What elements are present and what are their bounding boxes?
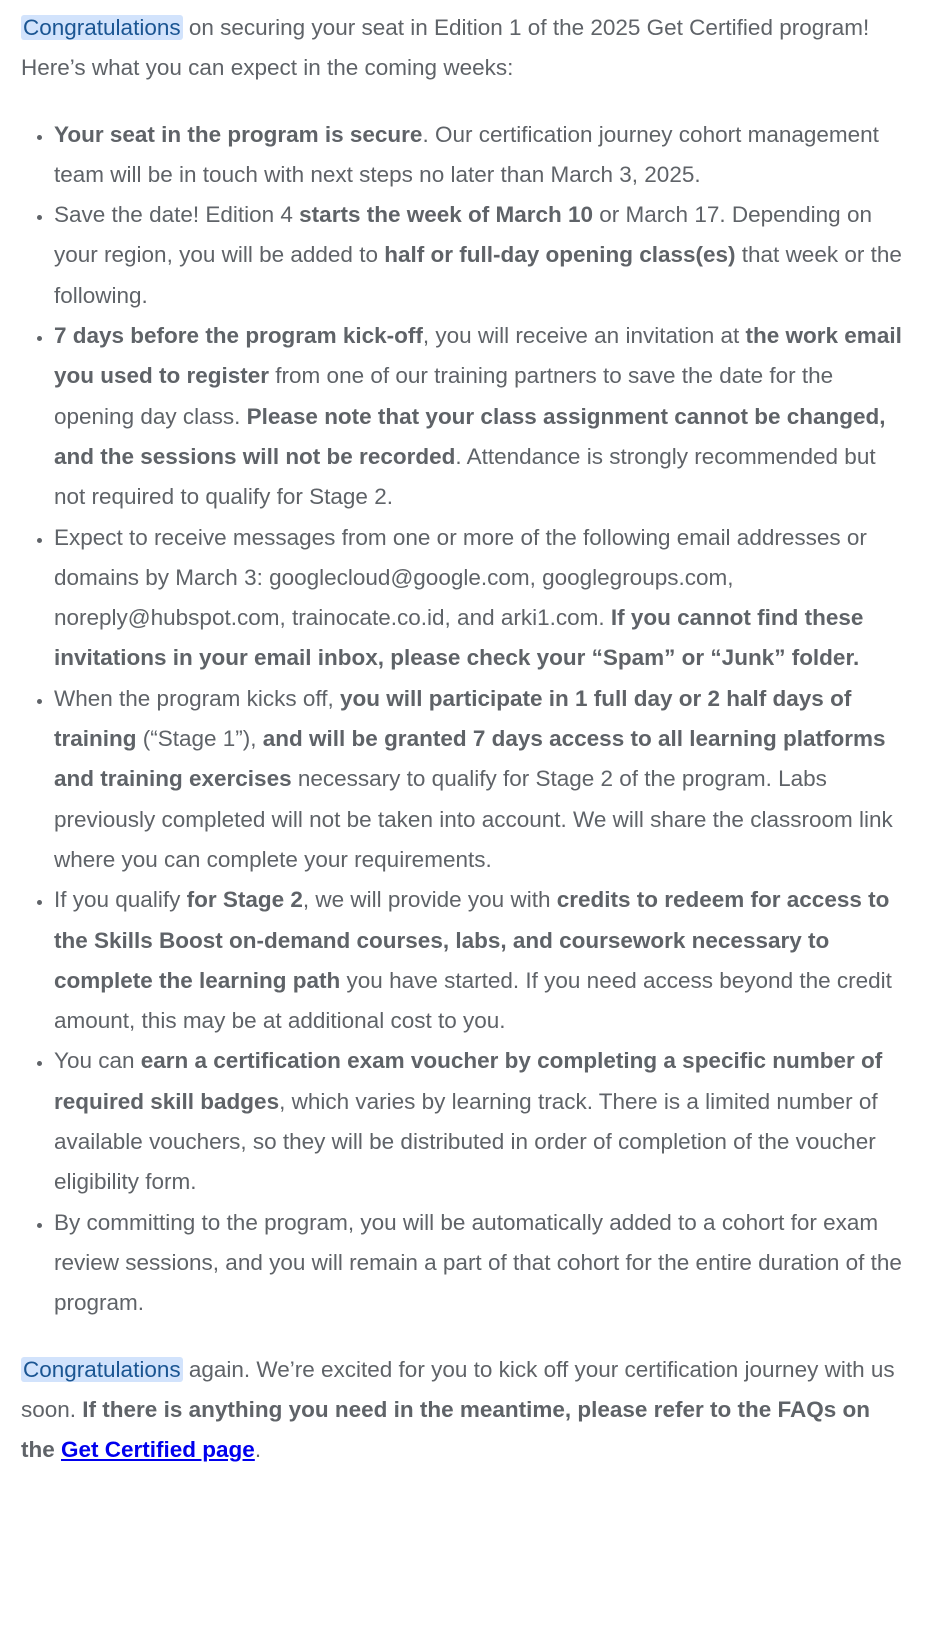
list-item [54,115,903,196]
text: . [254,1437,262,1463]
bold-text: half or full-day opening class(es) [384,242,736,268]
list-item [54,880,903,1041]
closing-paragraph [21,1350,903,1471]
text: You can [54,1048,141,1074]
text: (“Stage 1”), [136,726,263,752]
expectations-list [21,115,903,1324]
text: , you will receive an invitation at [422,323,746,349]
bold-text: If there is anything you need in the meantime, please refer to the FAQs on the [21,1396,870,1463]
list-item [54,195,903,316]
text: . Attendance is strongly recommended but not required to qualify for Stage 2. [54,443,876,510]
bold-text: If you cannot find these invitations in your email inbox, please check your “Spam” or “Junk” folder. [54,605,864,671]
bold-text: Your seat in the program is secure [54,121,423,147]
text: , we will provide you with [302,887,557,913]
text: or March 17. Depending on your region, you will be added to [54,202,872,268]
get-certified-link[interactable]: Get Certified page [61,1437,255,1463]
text: you have started. If you need access beyond the credit amount, this may be at additional cost to you. [54,967,892,1034]
list-item [54,316,903,517]
text: that week or the following. [54,242,902,308]
highlighted-text: Congratulations [23,1356,181,1382]
list-item [54,518,903,679]
text: necessary to qualify for Stage 2 of the program. Labs previously completed will not be taken into account. We will share the classroom link where you can complete your requirements. [54,766,893,872]
text: from one of our training partners to save the date for the opening day class. [54,363,834,429]
list-item [54,1041,903,1202]
text: . Our certification journey cohort management team will be in touch with next steps no later than March 3, 2025. [54,121,879,187]
bold-text: and will be granted 7 days access to all learning platforms and training exercises [54,726,886,792]
bold-text: 7 days before the program kick-off [54,323,423,349]
text: on securing your seat in Edition 1 of the 2025 Get Certified program! Here’s what you can expect in the coming weeks: [21,15,870,81]
intro-paragraph [21,8,903,89]
highlighted-text: Congratulations [23,15,181,40]
bold-text: you will participate in 1 full day or 2 half days of training [54,685,852,752]
list-item [54,679,903,880]
bold-text: for Stage 2 [186,887,303,913]
text: Expect to receive messages from one or more of the following email addresses or domains by March 3: googlecloud@google.com, googlegroups.com, noreply@hubspot.com, trainocate.co.id, and arki1.com. [54,524,867,631]
text: again. We’re excited for you to kick off your certification journey with us soon. [21,1356,895,1422]
text: When the program kicks off, [54,685,340,711]
bold-text: earn a certification exam voucher by completing a specific number of required skill badges [54,1048,883,1114]
text: , which varies by learning track. There is a limited number of available vouchers, so they will be distributed in order of completion of the voucher eligibility form. [54,1088,878,1195]
text: Save the date! Edition 4 [54,202,300,228]
list-item [54,1203,903,1324]
bold-text: Please note that your class assignment cannot be changed, and the sessions will not be recorded [54,403,886,469]
bold-text: starts the week of March 10 [299,202,594,228]
bold-text: the work email you used to register [54,323,902,389]
text: If you qualify [54,887,187,913]
bold-text: credits to redeem for access to the Skills Boost on-demand courses, labs, and coursework necessary to complete the learning path [54,887,890,993]
text: By committing to the program, you will be automatically added to a cohort for exam review sessions, and you will remain a part of that cohort for the entire duration of the program. [54,1209,902,1316]
